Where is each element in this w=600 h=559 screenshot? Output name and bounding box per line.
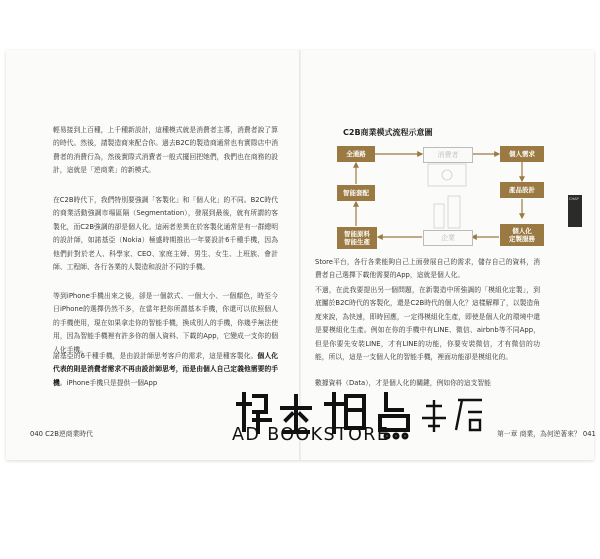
right-footer xyxy=(497,428,596,438)
text-run: 輕易接到上百種，上千種新設計，這種模式就是消費者主導，消費者說了算的時代。然後，請製造商來配合你。過去B2C的製造商通常也有實際店中消費者的消費行為，然後實際式消費者一般式擺回把她們，我們也在商務的設計，這就是「逆商業」的新模式。 xyxy=(53,126,278,175)
page-number: 040 xyxy=(30,430,43,438)
node-smart-production: 智能原料 智能生產 xyxy=(337,227,377,249)
node-custom-service: 個人化 定製服務 xyxy=(500,224,544,246)
left-paragraph-2 xyxy=(53,194,278,274)
node-all-channels: 全通路 xyxy=(337,146,375,162)
left-paragraph-3 xyxy=(53,290,278,357)
bold-text-run: 個人化代表的則是消費者需求不再由設計師思考，而是由個人自己定義他需要的手機 xyxy=(53,352,279,387)
text-run: Store平台，各行各業能夠自己上面發展自己的需求，儲存自己的資料，消費者自己選擇下載他需要的App，這就是個人化。 xyxy=(315,258,540,280)
chapter-thumb-tab xyxy=(568,195,582,227)
node-personal-needs: 個人需求 xyxy=(500,146,544,162)
node-consumer: 消費者 xyxy=(423,147,473,163)
text-run: 。iPhone手機只是提供一個App xyxy=(59,378,158,387)
text-run: 在C2B時代下，我們特別要強調「客製化」和「個人化」的不同。B2C時代的商業活動強調市場區隔（Segmentation），發展到最後，就有所謂的客製化，而C2B強調的卻是個人化。這兩者差異在於客製化通常是有一群總明的設計師，如諾基亞（Nokia）極盛時期推出一年要設計6千種手機，因為他們針對於老人、科學家、CEO、家庭主婦、男生、女生、上班族、會計師、工程師、各行各業的人製造和設計不同的手機。 xyxy=(53,196,278,272)
node-product-design: 產品設計 xyxy=(500,182,544,198)
chapter-label: 第一章 xyxy=(497,430,518,438)
c2b-flow-diagram xyxy=(336,144,550,252)
node-enterprise: 企業 xyxy=(423,230,473,246)
text-run: 不過，在此我要提出另一個問題，在新製造中所強調的「模組化定製」，到底屬於B2C時代的客製化，還是C2B時代的個人化？這樣解釋了，以製造角度來說，為快速，即時回應，一定得模組化生產，即使是個人化的環境中還是要模組化生產。例如在你的手機中有LINE、微信、airbnb等不同App，但是你要先安裝LINE，才有LINE的功能，你要安裝微信，才有微信的功能，所以，這是一支個人化的智能手機，裡面功能卻是模組化的。 xyxy=(315,286,540,362)
figure-title: C2B商業模式流程示意圖 xyxy=(343,128,433,137)
right-paragraph-1 xyxy=(315,256,540,283)
right-paragraph-2 xyxy=(315,284,540,364)
left-footer xyxy=(30,428,93,438)
tab-label: CHAP xyxy=(569,197,579,201)
running-title: C2B逆商業時代 xyxy=(45,430,93,438)
text-run: 等到iPhone手機出來之後，卻是一個款式、一個大小、一個顏色，時至今日iPhone的選擇仍然不多，在當年把你所謂基本手機，你還可以依照個人的手機使用，現在如果拿走你的智能手機，換成別人的手機，你幾乎無法使用，因為智能手機裡有許多你的個人資料、下載的App，它變成一支你的個人化手機。 xyxy=(53,292,278,354)
left-paragraph-1 xyxy=(53,124,278,178)
bookstore-name: AD BOOKSTORE xyxy=(232,425,390,445)
page-number: 041 xyxy=(582,430,596,438)
chapter-title: 商業，為何逆著來？ xyxy=(519,430,581,438)
text-run: 諾基亞的6千種手機，是由設計師思考客戶的需求，這是種客製化。 xyxy=(53,352,258,360)
text-run: 數據資料（Data），才是個人化的關鍵，例如你的這支智能 xyxy=(315,379,491,387)
node-smart-matching: 智能套配 xyxy=(337,185,375,201)
